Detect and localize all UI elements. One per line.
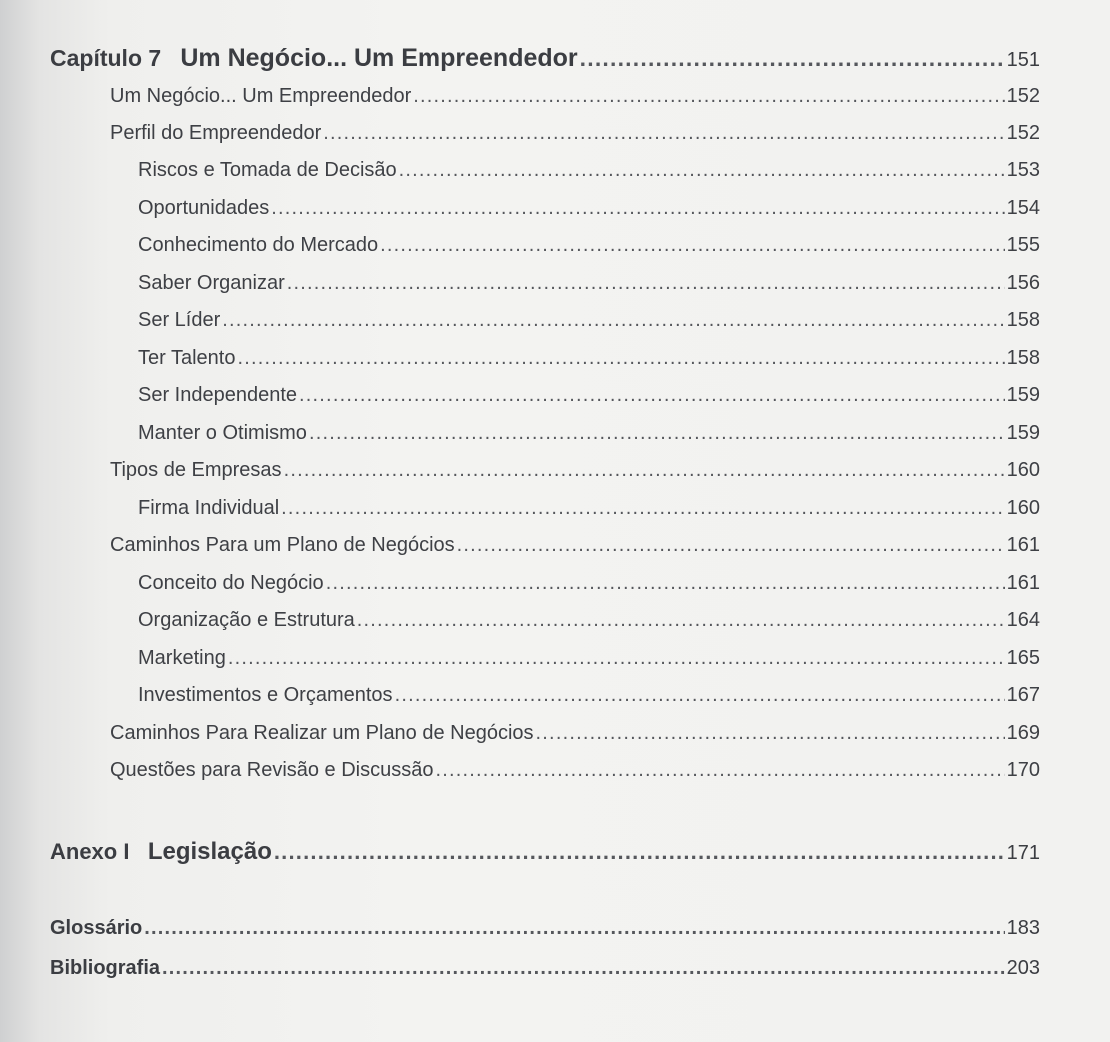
dot-leader [284, 459, 1005, 482]
dot-leader [413, 85, 1004, 108]
dot-leader [457, 534, 1005, 557]
toc-entry[interactable] [138, 684, 1040, 707]
toc-annex-heading[interactable] [50, 838, 1040, 866]
page-number: 158 [1006, 347, 1040, 369]
dot-leader [580, 45, 1005, 72]
page-number: 155 [1006, 234, 1040, 256]
entry-label: Oportunidades [138, 197, 270, 219]
dot-leader [287, 272, 1005, 295]
chapter-number: Capítulo 7 [50, 45, 162, 71]
page-number: 152 [1006, 122, 1040, 144]
dot-leader [228, 647, 1005, 670]
dot-leader [323, 122, 1004, 145]
entry-label: Tipos de Empresas [110, 459, 282, 481]
page-number: 170 [1006, 759, 1040, 781]
entry-label: Firma Individual [138, 497, 280, 519]
dot-leader [222, 309, 1004, 332]
dot-leader [271, 197, 1004, 220]
dot-leader [309, 422, 1005, 445]
toc-entry[interactable] [110, 534, 1040, 557]
page-number: 161 [1006, 572, 1040, 594]
toc-entry[interactable] [138, 197, 1040, 220]
entry-label: Caminhos Para um Plano de Negócios [110, 534, 455, 556]
entry-label: Caminhos Para Realizar um Plano de Negócios [110, 722, 534, 744]
dot-leader [399, 159, 1005, 182]
entry-label: Ser Líder [138, 309, 221, 331]
dot-leader [281, 497, 1004, 520]
entry-label: Ser Independente [138, 384, 298, 406]
page-number: 159 [1006, 422, 1040, 444]
dot-leader [274, 839, 1005, 865]
dot-leader [395, 684, 1005, 707]
toc-entry[interactable] [110, 759, 1040, 782]
dot-leader [536, 722, 1005, 745]
dot-leader [237, 347, 1004, 370]
toc-entry[interactable] [138, 647, 1040, 670]
entry-label: Perfil do Empreendedor [110, 122, 322, 144]
toc-entry[interactable] [110, 85, 1040, 108]
page-number: 167 [1006, 684, 1040, 706]
page-number: 161 [1006, 534, 1040, 556]
entry-label: Saber Organizar [138, 272, 285, 294]
dot-leader [299, 384, 1005, 407]
dot-leader [326, 572, 1005, 595]
annex-title: Legislação [147, 838, 272, 865]
page-number: 154 [1006, 197, 1040, 219]
entry-label: Riscos e Tomada de Decisão [138, 159, 397, 181]
entry-label: Conhecimento do Mercado [138, 234, 379, 256]
page-number: 160 [1006, 497, 1040, 519]
page-number: 171 [1006, 842, 1040, 864]
toc-backmatter-bibliography[interactable] [50, 957, 1040, 980]
chapter-title: Um Negócio... Um Empreendedor [180, 44, 578, 72]
toc-backmatter-glossary[interactable] [50, 917, 1040, 940]
toc-entry[interactable] [138, 234, 1040, 257]
entry-label: Um Negócio... Um Empreendedor [110, 85, 412, 107]
annex-number: Anexo I [50, 839, 130, 864]
annex-label [50, 838, 272, 866]
page-number: 156 [1006, 272, 1040, 294]
dot-leader [380, 234, 1004, 257]
page-number: 169 [1006, 722, 1040, 744]
page-number: 203 [1006, 957, 1040, 979]
entry-label: Conceito do Negócio [138, 572, 324, 594]
page-number: 160 [1006, 459, 1040, 481]
toc-entry[interactable] [110, 722, 1040, 745]
entry-label: Questões para Revisão e Discussão [110, 759, 434, 781]
dot-leader [162, 957, 1005, 980]
toc-entry[interactable] [138, 422, 1040, 445]
page-number: 165 [1006, 647, 1040, 669]
page-number: 183 [1006, 917, 1040, 939]
toc-entry[interactable] [110, 122, 1040, 145]
toc-entry[interactable] [110, 459, 1040, 482]
dot-leader [357, 609, 1005, 632]
entry-label: Bibliografia [50, 957, 161, 979]
toc-entry[interactable] [138, 309, 1040, 332]
entry-label: Investimentos e Orçamentos [138, 684, 393, 706]
toc-entry[interactable] [138, 572, 1040, 595]
toc-entry[interactable] [138, 497, 1040, 520]
toc-entry[interactable] [138, 159, 1040, 182]
entry-label: Manter o Otimismo [138, 422, 307, 444]
entry-label: Glossário [50, 917, 143, 939]
dot-leader [436, 759, 1005, 782]
toc-chapter-heading[interactable] [50, 44, 1040, 73]
page-number: 153 [1006, 159, 1040, 181]
entry-label: Marketing [138, 647, 226, 669]
page-number: 152 [1006, 85, 1040, 107]
toc-entry[interactable] [138, 347, 1040, 370]
page-number: 164 [1006, 609, 1040, 631]
chapter-label [50, 44, 578, 73]
dot-leader [144, 917, 1004, 940]
entry-label: Organização e Estrutura [138, 609, 355, 631]
toc-entry[interactable] [138, 609, 1040, 632]
page-number: 151 [1006, 49, 1040, 71]
page-number: 159 [1006, 384, 1040, 406]
entry-label: Ter Talento [138, 347, 236, 369]
toc-entry[interactable] [138, 272, 1040, 295]
page-number: 158 [1006, 309, 1040, 331]
toc-entry[interactable] [138, 384, 1040, 407]
